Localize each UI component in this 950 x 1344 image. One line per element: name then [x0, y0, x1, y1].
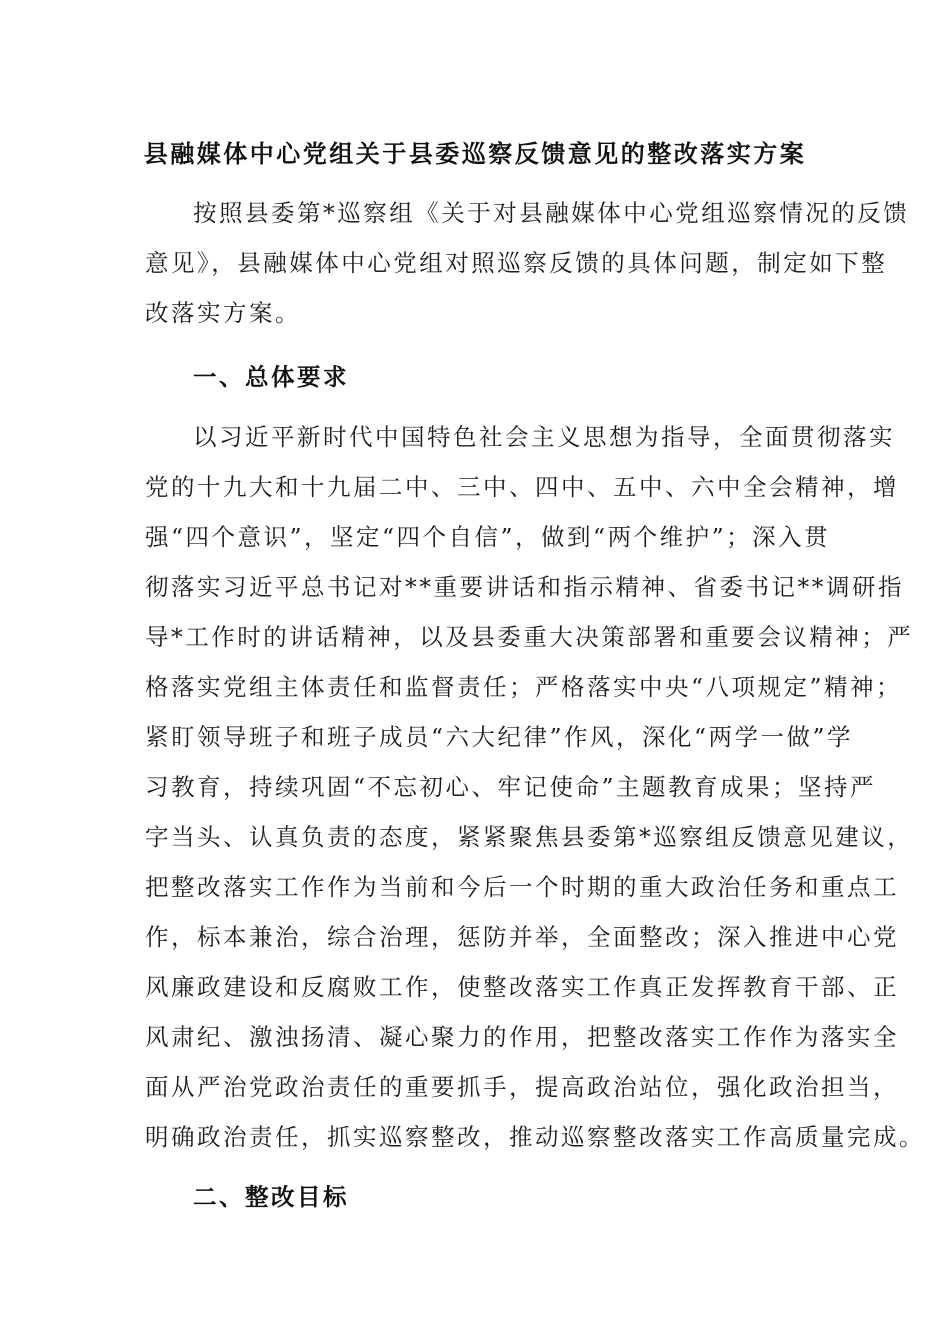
body-line: 把整改落实工作作为当前和今后一个时期的重大政治任务和重点工: [145, 873, 899, 901]
intro-line: 意见》，县融媒体中心党组对照巡察反馈的具体问题，制定如下整: [145, 249, 888, 277]
body-line: 面从严治党政治责任的重要抓手，提高政治站位，强化政治担当，: [145, 1073, 899, 1101]
body-line: 作，标本兼治，综合治理，惩防并举，全面整改；深入推进中心党: [145, 923, 899, 951]
section-heading-general-requirements: 一、总体要求: [193, 363, 349, 391]
intro-line: 改落实方案。: [145, 299, 301, 327]
document-title: 县融媒体中心党组关于县委巡察反馈意见的整改落实方案: [143, 139, 807, 168]
body-line: 风肃纪、激浊扬清、凝心聚力的作用，把整改落实工作作为落实全: [145, 1023, 899, 1051]
body-line: 习教育，持续巩固“不忘初心、牢记使命”主题教育成果；坚持严: [145, 773, 877, 801]
body-line: 导*工作时的讲话精神，以及县委重大决策部署和重要会议精神；严: [145, 623, 914, 651]
body-line: 彻落实习近平总书记对**重要讲话和指示精神、省委书记**调研指: [145, 573, 904, 601]
body-line: 强“四个意识”，坚定“四个自信”，做到“两个维护”；深入贯: [145, 523, 831, 551]
body-line: 风廉政建设和反腐败工作，使整改落实工作真正发挥教育干部、正: [145, 973, 899, 1001]
intro-line: 按照县委第*巡察组《关于对县融媒体中心党组巡察情况的反馈: [193, 199, 910, 227]
body-line: 格落实党组主体责任和监督责任；严格落实中央“八项规定”精神；: [145, 673, 903, 701]
body-line: 党的十九大和十九届二中、三中、四中、五中、六中全会精神，增: [145, 473, 899, 501]
body-line: 以习近平新时代中国特色社会主义思想为指导，全面贯彻落实: [193, 423, 895, 451]
body-line: 明确政治责任，抓实巡察整改，推动巡察整改落实工作高质量完成。: [145, 1123, 925, 1151]
body-line: 紧盯领导班子和班子成员“六大纪律”作风，深化“两学一做”学: [145, 723, 854, 751]
body-line: 字当头、认真负责的态度，紧紧聚焦县委第*巡察组反馈意见建议，: [145, 823, 914, 851]
section-heading-rectification-goals: 二、整改目标: [193, 1183, 349, 1211]
